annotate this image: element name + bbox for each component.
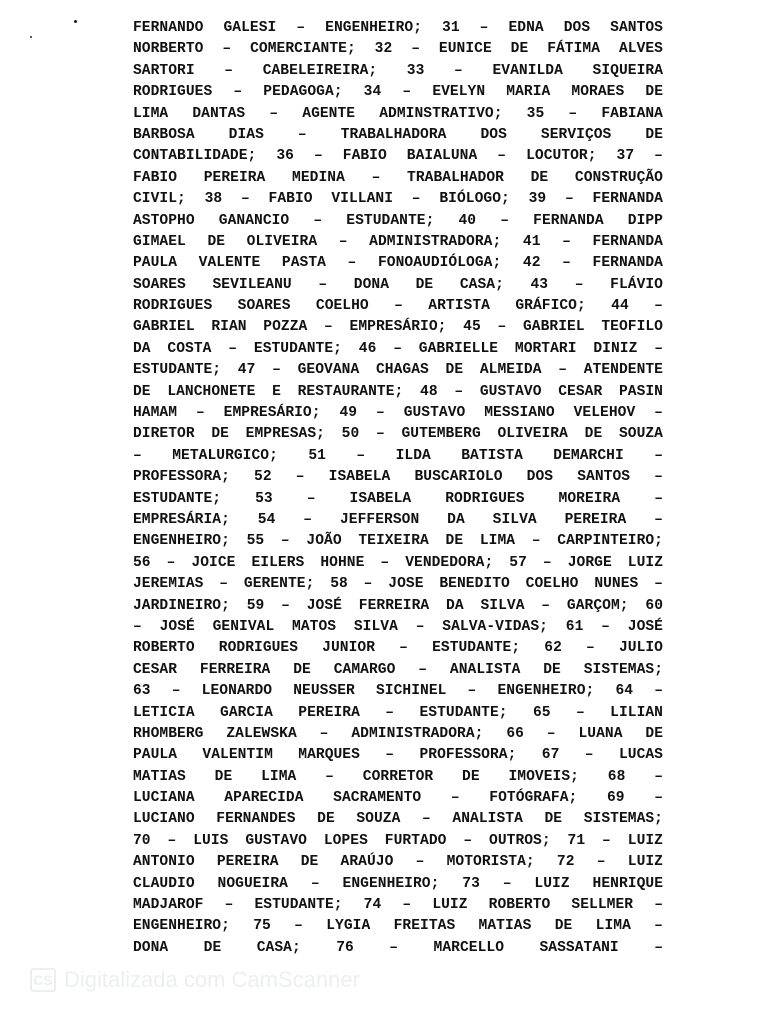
text-line: DA COSTA – ESTUDANTE; 46 – GABRIELLE MORTARI DINIZ – — [133, 340, 663, 357]
text-line: HAMAM – EMPRESÁRIO; 49 – GUSTAVO MESSIANO VELEHOV – — [133, 405, 663, 422]
text-line: RHOMBERG ZALEWSKA – ADMINISTRADORA; 66 – LUANA DE — [133, 725, 663, 742]
text-line: CONTABILIDADE; 36 – FABIO BAIALUNA – LOCUTOR; 37 – — [133, 148, 663, 165]
text-line: ESTUDANTE; 47 – GEOVANA CHAGAS DE ALMEIDA – ATENDENTE — [133, 362, 663, 379]
text-line: DE LANCHONETE E RESTAURANTE; 48 – GUSTAVO CESAR PASIN — [133, 383, 663, 400]
text-line: ESTUDANTE; 53 – ISABELA RODRIGUES MOREIRA – — [133, 490, 663, 507]
text-line: FERNANDO GALESI – ENGENHEIRO; 31 – EDNA DOS SANTOS — [133, 20, 663, 36]
text-line: – JOSÉ GENIVAL MATOS SILVA – SALVA-VIDAS; 61 – JOSÉ — [133, 618, 663, 635]
text-line: GABRIEL RIAN POZZA – EMPRESÁRIO; 45 – GABRIEL TEOFILO — [133, 319, 663, 336]
watermark-text: Digitalizada com CamScanner — [64, 967, 360, 992]
text-line: FABIO PEREIRA MEDINA – TRABALHADOR DE CONSTRUÇÃO — [133, 169, 663, 186]
text-line: JARDINEIRO; 59 – JOSÉ FERREIRA DA SILVA – GARÇOM; 60 — [133, 597, 663, 614]
text-line: ASTOPHO GANANCIO – ESTUDANTE; 40 – FERNANDA DIPP — [133, 212, 663, 229]
document-body-text — [133, 18, 663, 959]
text-line: 56 – JOICE EILERS HOHNE – VENDEDORA; 57 – JORGE LUIZ — [133, 554, 663, 571]
text-line: LIMA DANTAS – AGENTE ADMINSTRATIVO; 35 – FABIANA — [133, 105, 663, 122]
text-line: LUCIANO FERNANDES DE SOUZA – ANALISTA DE SISTEMAS; — [133, 811, 663, 828]
text-line: CESAR FERREIRA DE CAMARGO – ANALISTA DE SISTEMAS; — [133, 661, 663, 678]
text-line: ANTONIO PEREIRA DE ARAÚJO – MOTORISTA; 72 – LUIZ — [133, 854, 663, 871]
text-line: LETICIA GARCIA PEREIRA – ESTUDANTE; 65 – LILIAN — [133, 704, 663, 721]
text-line: EMPRESÁRIA; 54 – JEFFERSON DA SILVA PEREIRA – — [133, 511, 663, 528]
scan-speck — [74, 20, 77, 23]
text-line: DONA DE CASA; 76 – MARCELLO SASSATANI – — [133, 939, 663, 956]
text-line: RODRIGUES – PEDAGOGA; 34 – EVELYN MARIA MORAES DE — [133, 84, 663, 101]
scan-speck — [30, 36, 32, 38]
text-line: 63 – LEONARDO NEUSSER SICHINEL – ENGENHEIRO; 64 – — [133, 683, 663, 700]
text-line: PAULA VALENTE PASTA – FONOAUDIÓLOGA; 42 – FERNANDA — [133, 255, 663, 272]
text-line: SOARES SEVILEANU – DONA DE CASA; 43 – FLÁVIO — [133, 276, 663, 293]
text-line: GIMAEL DE OLIVEIRA – ADMINISTRADORA; 41 – FERNANDA — [133, 233, 663, 250]
text-line: CIVIL; 38 – FABIO VILLANI – BIÓLOGO; 39 – FERNANDA — [133, 191, 663, 208]
text-line: JEREMIAS – GERENTE; 58 – JOSE BENEDITO COELHO NUNES – — [133, 576, 663, 593]
text-line: PROFESSORA; 52 – ISABELA BUSCARIOLO DOS SANTOS – — [133, 469, 663, 486]
text-line: DIRETOR DE EMPRESAS; 50 – GUTEMBERG OLIVEIRA DE SOUZA — [133, 426, 663, 443]
text-line: NORBERTO – COMERCIANTE; 32 – EUNICE DE FÁTIMA ALVES — [133, 41, 663, 58]
text-line: PAULA VALENTIM MARQUES – PROFESSORA; 67 – LUCAS — [133, 747, 663, 764]
text-line: SARTORI – CABELEIREIRA; 33 – EVANILDA SIQUEIRA — [133, 62, 663, 79]
camscanner-logo-icon: CS — [30, 968, 56, 992]
text-line: ROBERTO RODRIGUES JUNIOR – ESTUDANTE; 62 – JULIO — [133, 640, 663, 657]
text-line: RODRIGUES SOARES COELHO – ARTISTA GRÁFICO; 44 – — [133, 298, 663, 315]
text-line: MADJAROF – ESTUDANTE; 74 – LUIZ ROBERTO SELLMER – — [133, 897, 663, 914]
text-line: ENGENHEIRO; 55 – JOÃO TEIXEIRA DE LIMA – CARPINTEIRO; — [133, 533, 663, 550]
text-line: LUCIANA APARECIDA SACRAMENTO – FOTÓGRAFA; 69 – — [133, 790, 663, 807]
text-line: 70 – LUIS GUSTAVO LOPES FURTADO – OUTROS; 71 – LUIZ — [133, 832, 663, 849]
camscanner-watermark — [30, 966, 360, 994]
text-line: CLAUDIO NOGUEIRA – ENGENHEIRO; 73 – LUIZ HENRIQUE — [133, 875, 663, 892]
text-line: BARBOSA DIAS – TRABALHADORA DOS SERVIÇOS DE — [133, 126, 663, 143]
text-line: – METALURGICO; 51 – ILDA BATISTA DEMARCHI – — [133, 447, 663, 464]
text-line: ENGENHEIRO; 75 – LYGIA FREITAS MATIAS DE LIMA – — [133, 918, 663, 935]
text-line: MATIAS DE LIMA – CORRETOR DE IMOVEIS; 68 – — [133, 768, 663, 785]
